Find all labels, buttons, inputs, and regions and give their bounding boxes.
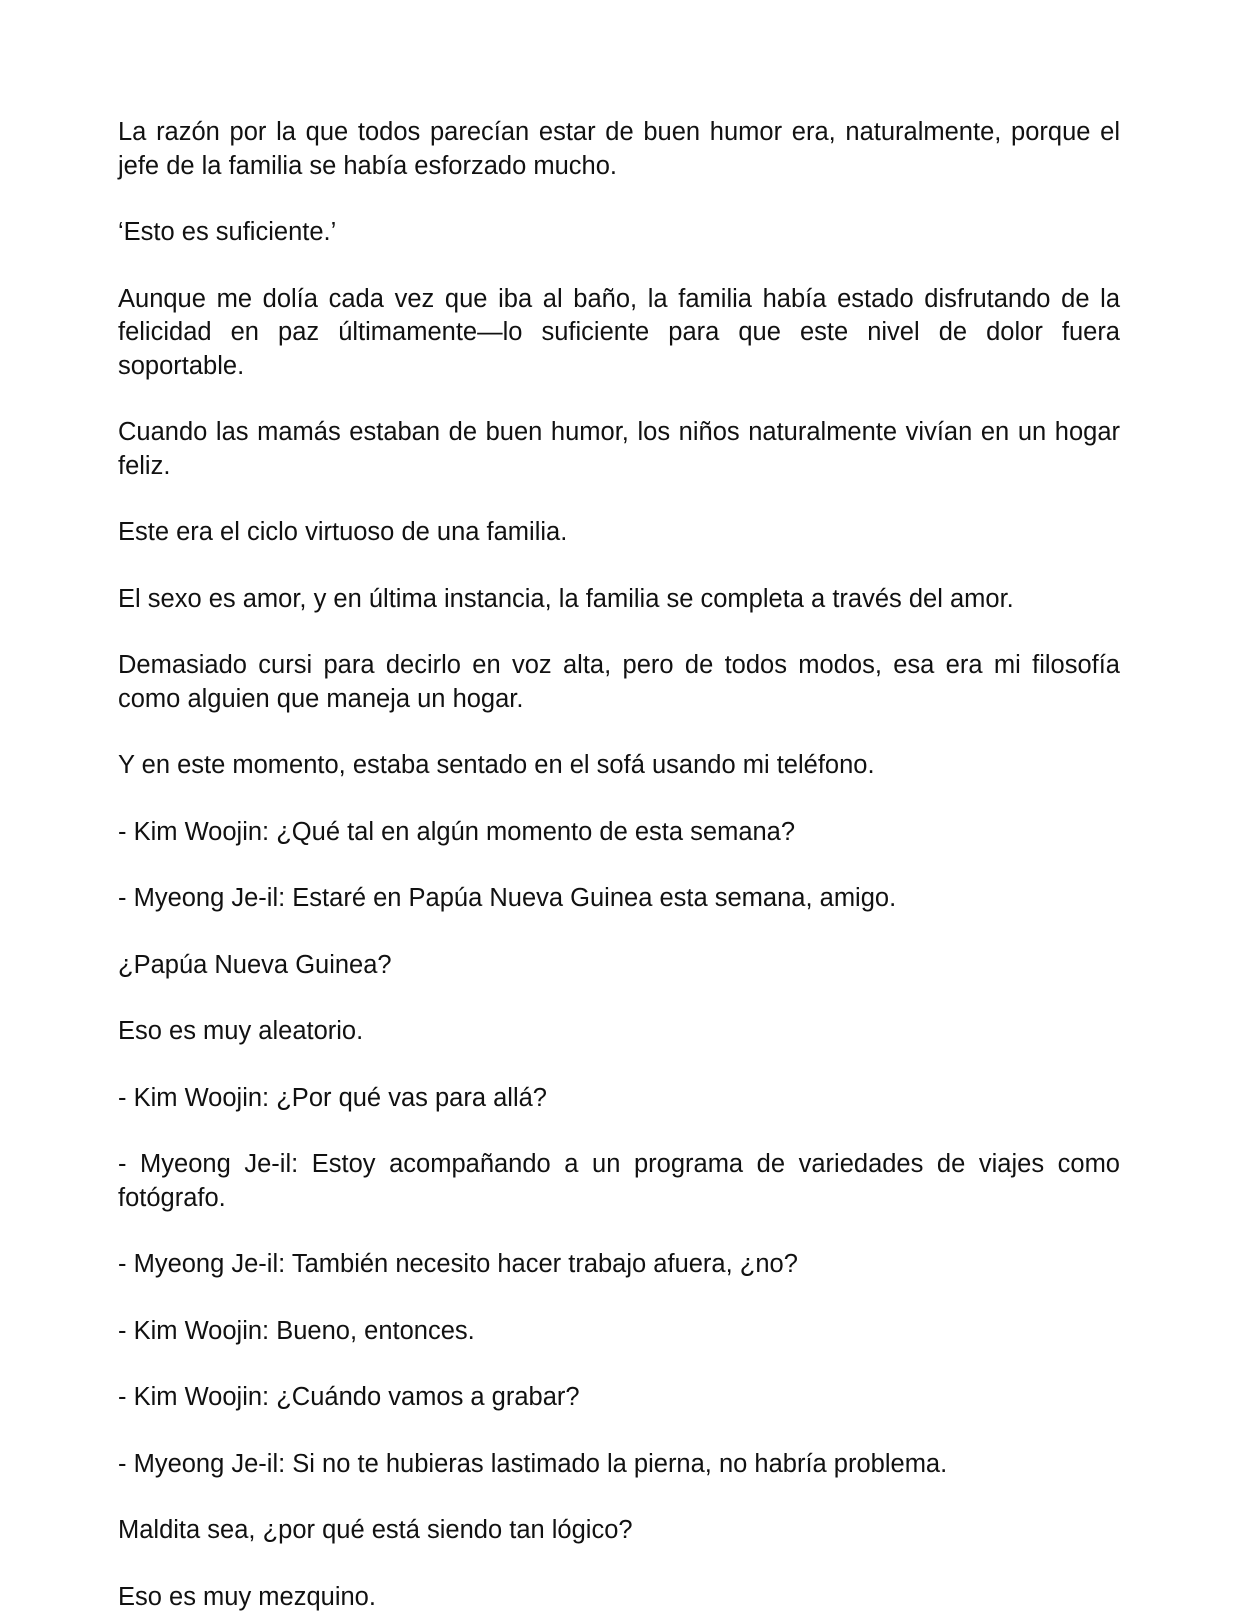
chat-line: - Kim Woojin: Bueno, entonces. (118, 1316, 475, 1345)
paragraph: Eso es muy aleatorio. (118, 1017, 364, 1045)
chat-line: - Kim Woojin: ¿Por qué vas para allá? (118, 1083, 547, 1112)
paragraph: Demasiado cursi para decirlo en voz alta, pero de todos modos, esa era mi filosofía como alguien que maneja un hogar. (118, 651, 1120, 713)
paragraph: Cuando las mamás estaban de buen humor, los niños naturalmente vivían en un hogar feliz. (118, 418, 1120, 480)
paragraph: Maldita sea, ¿por qué está siendo tan lógico? (118, 1516, 633, 1544)
document-body (118, 116, 1120, 1620)
chat-line: - Myeong Je-il: Estoy acompañando a un programa de variedades de viajes como fotógrafo. (118, 1150, 1120, 1212)
chat-line: - Myeong Je-il: Estaré en Papúa Nueva Guinea esta semana, amigo. (118, 884, 897, 912)
paragraph: ‘Esto es suficiente.’ (118, 218, 337, 246)
paragraph: Este era el ciclo virtuoso de una familia. (118, 518, 568, 546)
chat-line: - Myeong Je-il: Si no te hubieras lastimado la pierna, no habría problema. (118, 1449, 948, 1478)
paragraph: El sexo es amor, y en última instancia, la familia se completa a través del amor. (118, 584, 1014, 613)
chat-line: - Kim Woojin: ¿Qué tal en algún momento de esta semana? (118, 817, 796, 846)
chat-line: - Myeong Je-il: También necesito hacer trabajo afuera, ¿no? (118, 1250, 798, 1278)
paragraph: La razón por la que todos parecían estar de buen humor era, naturalmente, porque el jefe de la familia se había esforzado mucho. (118, 118, 1120, 180)
paragraph: ¿Papúa Nueva Guinea? (118, 950, 392, 979)
paragraph: Aunque me dolía cada vez que iba al baño, la familia había estado disfrutando de la felicidad en paz últimamente—lo suficiente para que este nivel de dolor fuera soportable. (118, 284, 1120, 380)
paragraph: Y en este momento, estaba sentado en el sofá usando mi teléfono. (118, 751, 875, 779)
chat-line: - Kim Woojin: ¿Cuándo vamos a grabar? (118, 1383, 580, 1411)
paragraph: Eso es muy mezquino. (118, 1582, 376, 1611)
